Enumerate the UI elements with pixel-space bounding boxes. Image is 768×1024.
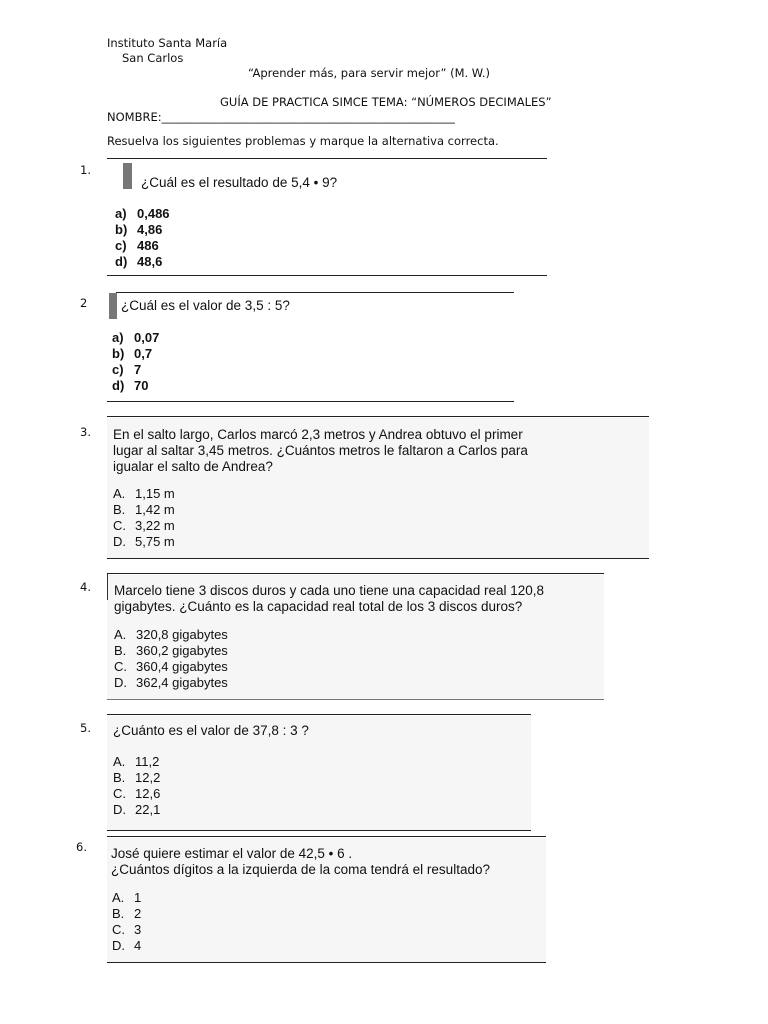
divider [107,558,649,559]
option-a[interactable] [114,627,228,643]
divider [107,158,547,159]
option-text: 1,42 m [135,502,175,517]
option-letter: d) [112,378,125,393]
option-b[interactable] [112,346,159,362]
option-letter: a) [115,206,127,221]
option-text: 3,22 m [135,518,175,533]
question-text: ¿Cuál es el resultado de 5,4 • 9? [141,175,338,190]
option-text: 1,15 m [135,486,175,501]
option-text: 486 [137,238,159,253]
option-letter: D. [112,938,125,953]
question-marker [123,163,132,189]
divider [107,416,649,417]
option-d[interactable] [115,254,170,270]
option-letter: c) [115,238,127,253]
divider [116,292,514,293]
option-c[interactable] [112,362,159,378]
question-text: ¿Cuál es el valor de 3,5 : 5? [121,298,290,313]
option-d[interactable] [113,534,175,550]
divider [107,573,604,574]
option-text: 12,6 [135,786,161,801]
divider [107,275,547,276]
option-text: 3 [134,922,142,937]
question-marker [107,574,108,600]
option-text: 0,486 [137,206,170,221]
guide-title: GUÍA DE PRACTICA SIMCE TEMA: “NÚMEROS DECIMALES” [220,95,552,109]
option-letter: B. [113,502,126,517]
option-letter: a) [112,330,124,345]
option-a[interactable] [113,754,160,770]
instructions: Resuelva los siguientes problemas y marque la alternativa correcta. [107,134,499,148]
option-letter: b) [115,222,128,237]
option-d[interactable] [113,802,160,818]
option-letter: D. [114,675,127,690]
option-letter: C. [113,518,126,533]
option-text: 362,4 gigabytes [136,675,228,690]
option-letter: b) [112,346,125,361]
option-letter: B. [112,906,125,921]
option-letter: A. [113,754,126,769]
option-text: 4 [134,938,142,953]
option-text: 48,6 [137,254,163,269]
option-text: 22,1 [135,802,161,817]
option-d[interactable] [112,378,159,394]
option-letter: c) [112,362,124,377]
divider [107,401,514,402]
question-text [113,427,528,475]
option-c[interactable] [112,922,141,938]
divider [107,714,531,715]
option-b[interactable] [112,906,141,922]
option-d[interactable] [112,938,141,954]
school-name: Instituto Santa María [107,36,228,50]
divider [107,836,546,837]
option-letter: B. [114,643,127,658]
option-b[interactable] [115,222,170,238]
question-text-line: lugar al saltar 3,45 metros. ¿Cuántos metros le faltaron a Carlos para [113,443,528,458]
option-text: 11,2 [135,754,160,769]
option-letter: D. [113,534,126,549]
option-c[interactable] [113,786,160,802]
divider [107,699,604,700]
option-text: 2 [134,906,142,921]
option-d[interactable] [114,675,228,691]
option-letter: d) [115,254,128,269]
option-letter: B. [113,770,126,785]
divider [107,962,546,963]
option-c[interactable] [115,238,170,254]
question-number: 5. [80,721,91,735]
question-number: 2 [80,296,88,310]
question-text-line: Marcelo tiene 3 discos duros y cada uno tiene una capacidad real 120,8 [114,583,545,598]
option-c[interactable] [114,659,228,675]
question-marker [109,293,117,319]
question-text-line: gigabytes. ¿Cuánto es la capacidad real total de los 3 discos duros? [114,599,523,614]
option-a[interactable] [112,330,159,346]
option-letter: C. [114,659,127,674]
city-name: San Carlos [122,51,184,65]
option-a[interactable] [113,486,175,502]
name-field[interactable]: NOMBRE:___________________________________________________ [107,110,455,124]
option-text: 1 [134,890,142,905]
option-b[interactable] [113,502,175,518]
option-letter: A. [113,486,126,501]
option-c[interactable] [113,518,175,534]
option-text: 70 [134,378,149,393]
option-a[interactable] [115,206,170,222]
question-number: 6. [76,840,87,854]
options-list [112,890,141,954]
option-letter: C. [113,786,126,801]
options-list [112,330,159,394]
option-a[interactable] [112,890,141,906]
question-text-line: En el salto largo, Carlos marcó 2,3 metros y Andrea obtuvo el primer [113,427,523,442]
question-text-line: José quiere estimar el valor de 42,5 • 6 . [111,846,353,861]
question-text-line: ¿Cuántos dígitos a la izquierda de la coma tendrá el resultado? [111,862,490,877]
option-text: 320,8 gigabytes [136,627,228,642]
question-text: ¿Cuánto es el valor de 37,8 : 3 ? [113,723,309,738]
options-list [114,627,228,691]
question-text [114,583,544,615]
divider [107,830,531,831]
option-text: 360,2 gigabytes [136,643,228,658]
option-text: 0,07 [134,330,160,345]
option-text: 5,75 m [135,534,175,549]
question-text-line: igualar el salto de Andrea? [113,459,273,474]
options-list [115,206,170,270]
options-list [113,754,160,818]
option-b[interactable] [113,770,160,786]
option-text: 12,2 [135,770,161,785]
option-letter: C. [112,922,125,937]
question-number: 1. [80,163,91,177]
option-letter: A. [112,890,125,905]
motto: “Aprender más, para servir mejor” (M. W.) [248,66,490,80]
option-text: 7 [134,362,142,377]
option-letter: D. [113,802,126,817]
option-b[interactable] [114,643,228,659]
options-list [113,486,175,550]
question-number: 4. [80,580,91,594]
option-letter: A. [114,627,127,642]
option-text: 4,86 [137,222,163,237]
question-number: 3. [80,425,91,439]
option-text: 360,4 gigabytes [136,659,228,674]
option-text: 0,7 [134,346,153,361]
question-text [111,846,490,878]
